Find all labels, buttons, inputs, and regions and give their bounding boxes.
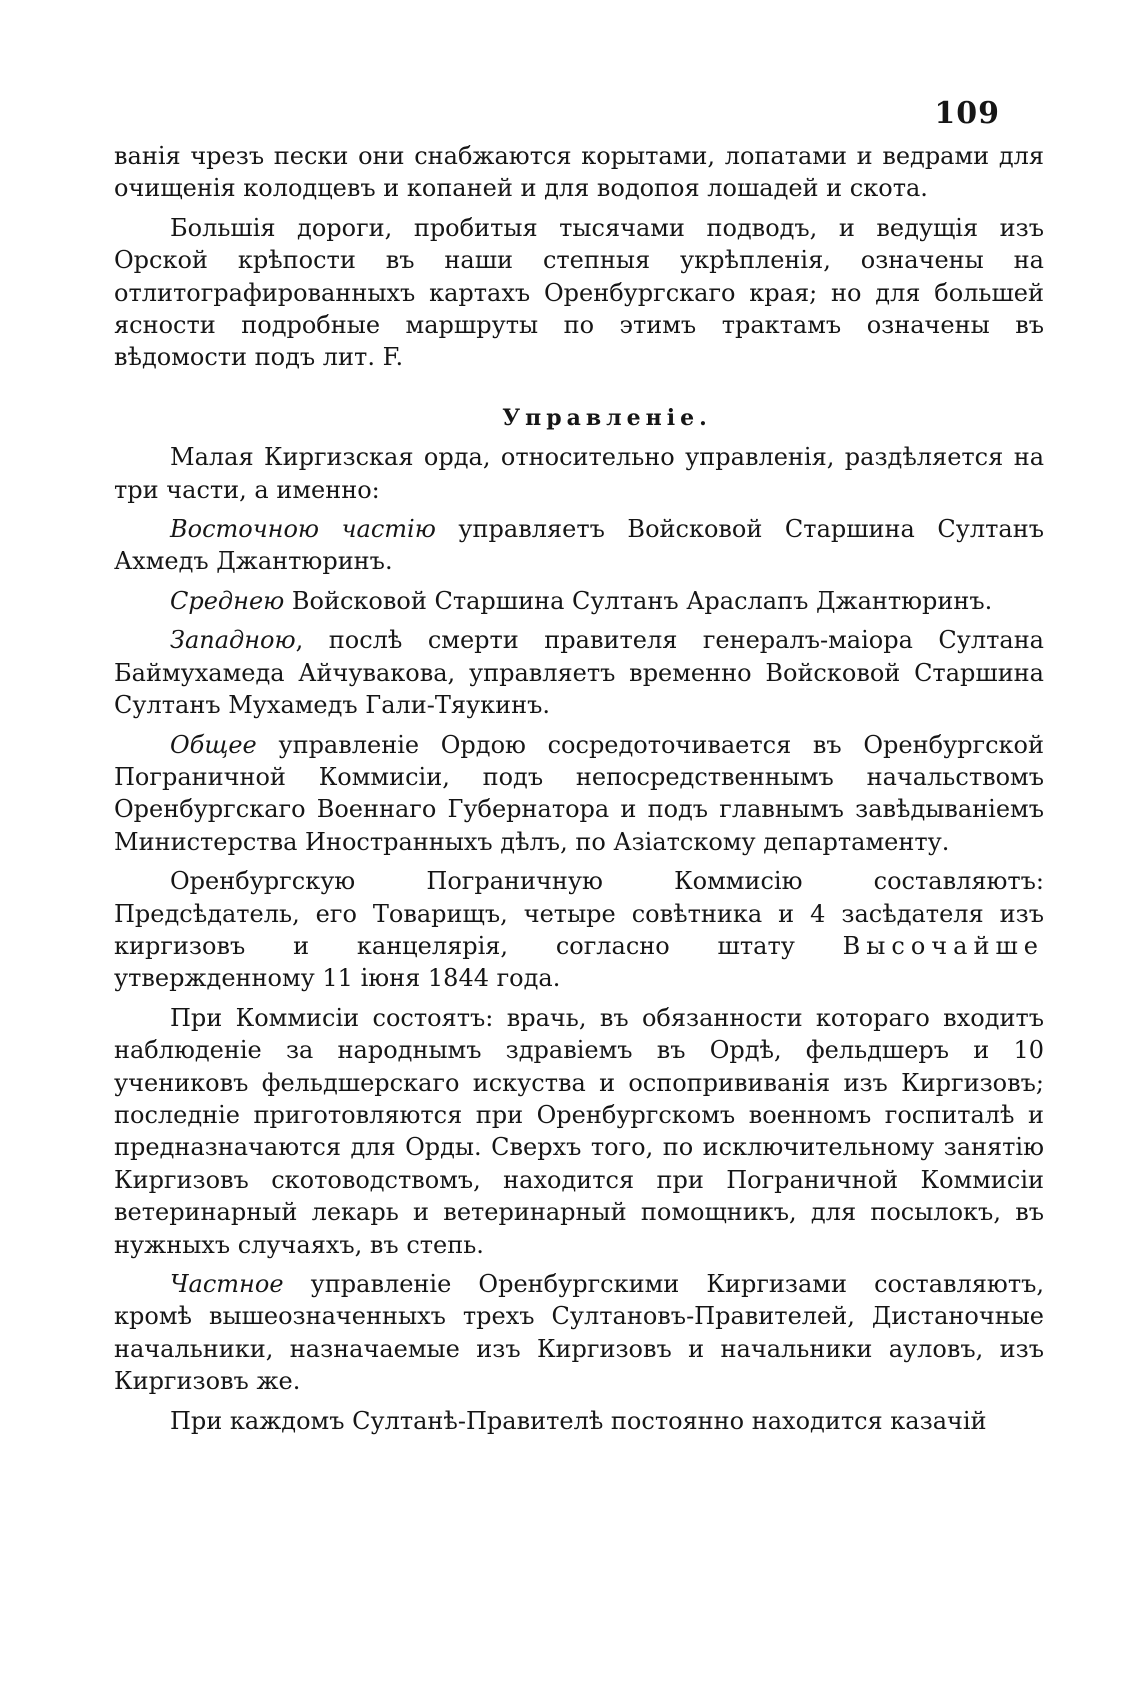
- paragraph-text: Оренбургскую Пограничную Коммисію составляютъ: Предсѣдатель, его Товарищъ, четыре совѣтника и 4 засѣдателя изъ киргизовъ и канцелярія, согласно штату: [114, 867, 1044, 960]
- paragraph-text: утвержденному 11 іюня 1844 года.: [114, 964, 561, 993]
- paragraph-cossack: При каждомъ Султанѣ-Правителѣ постоянно находится казачій: [170, 1406, 987, 1435]
- italic-term: Частное: [170, 1270, 284, 1298]
- paragraph-general-administration: [114, 729, 1044, 859]
- paragraph-middle-part: [114, 585, 1044, 617]
- paragraph-eastern-part: [114, 513, 1044, 578]
- italic-term: Общее: [170, 730, 257, 759]
- page-number: 109: [934, 96, 1000, 131]
- paragraph-western-part: [114, 624, 1044, 721]
- paragraph-private-administration: [114, 1268, 1044, 1398]
- page-body: [114, 140, 1044, 1444]
- italic-term: Западною: [170, 626, 296, 655]
- paragraph-text: управленіе Ордою сосредоточивается въ Оренбургской Пограничной Коммисіи, подъ непосредственнымъ начальствомъ Оренбургскаго Военнаго Губернатора и подъ главнымъ завѣдываніемъ Министерства Иностранныхъ дѣлъ, по Азіатскому департаменту.: [114, 730, 1044, 856]
- italic-term: Восточною частію: [170, 515, 436, 544]
- italic-term: Среднею: [170, 586, 285, 615]
- paragraph-text: управленіе Оренбургскими Киргизами составляютъ, кромѣ вышеозначенныхъ трехъ Султановъ-Правителей, Дистаночные начальники, назначаемые изъ Киргизовъ и начальники ауловъ, изъ Киргизовъ же.: [114, 1270, 1044, 1396]
- paragraph-text: управляетъ Войсковой Старшина Султанъ Ахмедъ Джантюринъ.: [114, 515, 1044, 576]
- paragraph-commission-staff: При Коммисіи состоятъ: врачь, въ обязанности котораго входитъ наблюденіе за народнымъ здравіемъ въ Ордѣ, фельдшеръ и 10 учениковъ фельдшерскаго искуства и оспопрививанія изъ Киргизовъ; последніе приготовляются при Оренбургскомъ военномъ госпиталѣ и предназначаются для Орды. Сверхъ того, по исключительному занятію Киргизовъ скотоводствомъ, находится при Пограничной Коммисіи ветеринарный лекарь и ветеринарный помощникъ, для посылокъ, въ нужныхъ случаяхъ, въ степь.: [114, 1003, 1044, 1259]
- paragraph-roads: Большія дороги, пробитыя тысячами подводъ, и ведущія изъ Орской крѣпости въ наши степныя укрѣпленія, означены на отлитографированныхъ картахъ Оренбургскаго края; но для большей ясности подробные маршруты по этимъ трактамъ означены въ вѣдомости подъ лит. F.: [114, 213, 1044, 372]
- spaced-word: Высочайше: [842, 931, 1044, 960]
- paragraph-border-commission: [114, 865, 1044, 995]
- section-heading: Управленіе.: [502, 404, 712, 431]
- paragraph-horde-division: Малая Киргизская орда, относительно управленія, раздѣляется на три части, а именно:: [114, 443, 1044, 504]
- paragraph-text: , послѣ смерти правителя генералъ-маіора Султана Баймухамеда Айчувакова, управляетъ временно Войсковой Старшина Султанъ Мухамедъ Гали-Тяукинъ.: [114, 626, 1044, 720]
- paragraph-continuation: ванія чрезъ пески они снабжаются корытами, лопатами и ведрами для очищенія колодцевъ и копаней и для водопоя лошадей и скота.: [114, 142, 1044, 203]
- paragraph-text: Войсковой Старшина Султанъ Араслапъ Джантюринъ.: [284, 586, 993, 615]
